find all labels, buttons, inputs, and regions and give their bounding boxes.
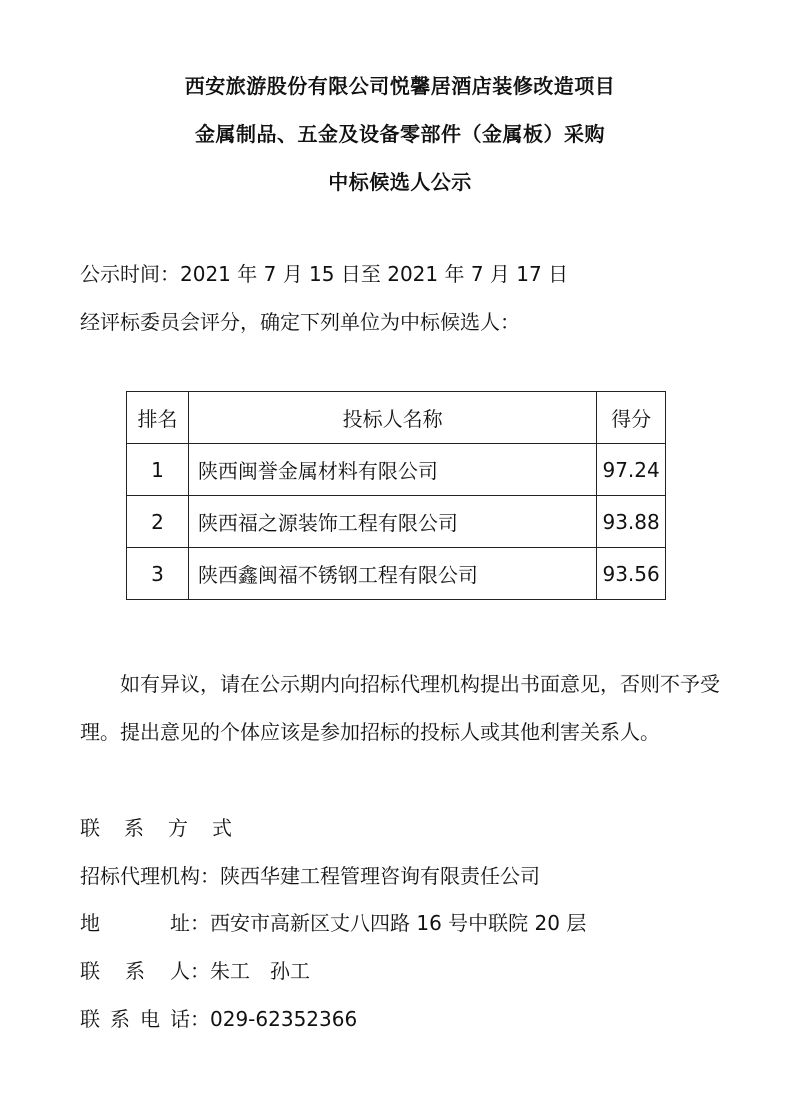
person-value: 朱工 孙工 [210,959,310,983]
phone-label-char: 话： [170,1007,210,1031]
contact-phone [80,1003,357,1032]
person-label-char: 人： [170,959,210,983]
table-row [127,496,666,548]
bidder-name-cell: 陕西鑫闽福不锈钢工程有限公司 [188,548,596,600]
intro-text: 经评标委员会评分，确定下列单位为中标候选人： [80,310,520,334]
title-line-2: 金属制品、五金及设备零部件（金属板）采购 [195,122,605,146]
contact-heading: 联系方式 [80,816,256,840]
score-cell: 93.56 [597,548,666,600]
announcement-period: 公示时间：2021 年 7 月 15 日至 2021 年 7 月 17 日 [80,262,569,286]
header-bidder-name: 投标人名称 [188,392,596,444]
table-row [127,444,666,496]
contact-address [80,907,586,936]
person-label [80,955,210,984]
person-label-char: 系 [125,959,145,983]
address-value: 西安市高新区丈八四路 16 号中联院 20 层 [210,911,587,935]
contact-person [80,955,310,984]
score-cell: 97.24 [597,444,666,496]
agency-value: 陕西华建工程管理咨询有限责任公司 [220,864,540,888]
score-cell: 93.88 [597,496,666,548]
rank-cell: 2 [127,496,189,548]
phone-label-char: 联 [80,1007,100,1031]
address-label [80,907,210,936]
candidates-table [126,391,666,600]
title-line-3: 中标候选人公示 [328,170,472,194]
table-header-row [127,392,666,444]
bidder-name-cell: 陕西闽誉金属材料有限公司 [188,444,596,496]
rank-cell: 3 [127,548,189,600]
agency-label: 招标代理机构： [80,864,220,888]
rank-cell: 1 [127,444,189,496]
phone-value: 029-62352366 [210,1007,358,1031]
title-line-1: 西安旅游股份有限公司悦馨居酒店装修改造项目 [184,74,616,98]
phone-label-char: 电 [140,1007,160,1031]
phone-label [80,1003,210,1032]
objection-paragraph: 如有异议，请在公示期内向招标代理机构提出书面意见，否则不予受理。提出意见的个体应该是参加招标的投标人或其他利害关系人。 [80,672,720,744]
address-label-char: 地 [80,911,100,935]
address-label-char: 址： [170,911,210,935]
table-row [127,548,666,600]
person-label-char: 联 [80,959,100,983]
contact-agency [80,860,540,889]
bidder-name-cell: 陕西福之源装饰工程有限公司 [188,496,596,548]
header-score: 得分 [597,392,666,444]
phone-label-char: 系 [110,1007,130,1031]
header-rank: 排名 [127,392,189,444]
